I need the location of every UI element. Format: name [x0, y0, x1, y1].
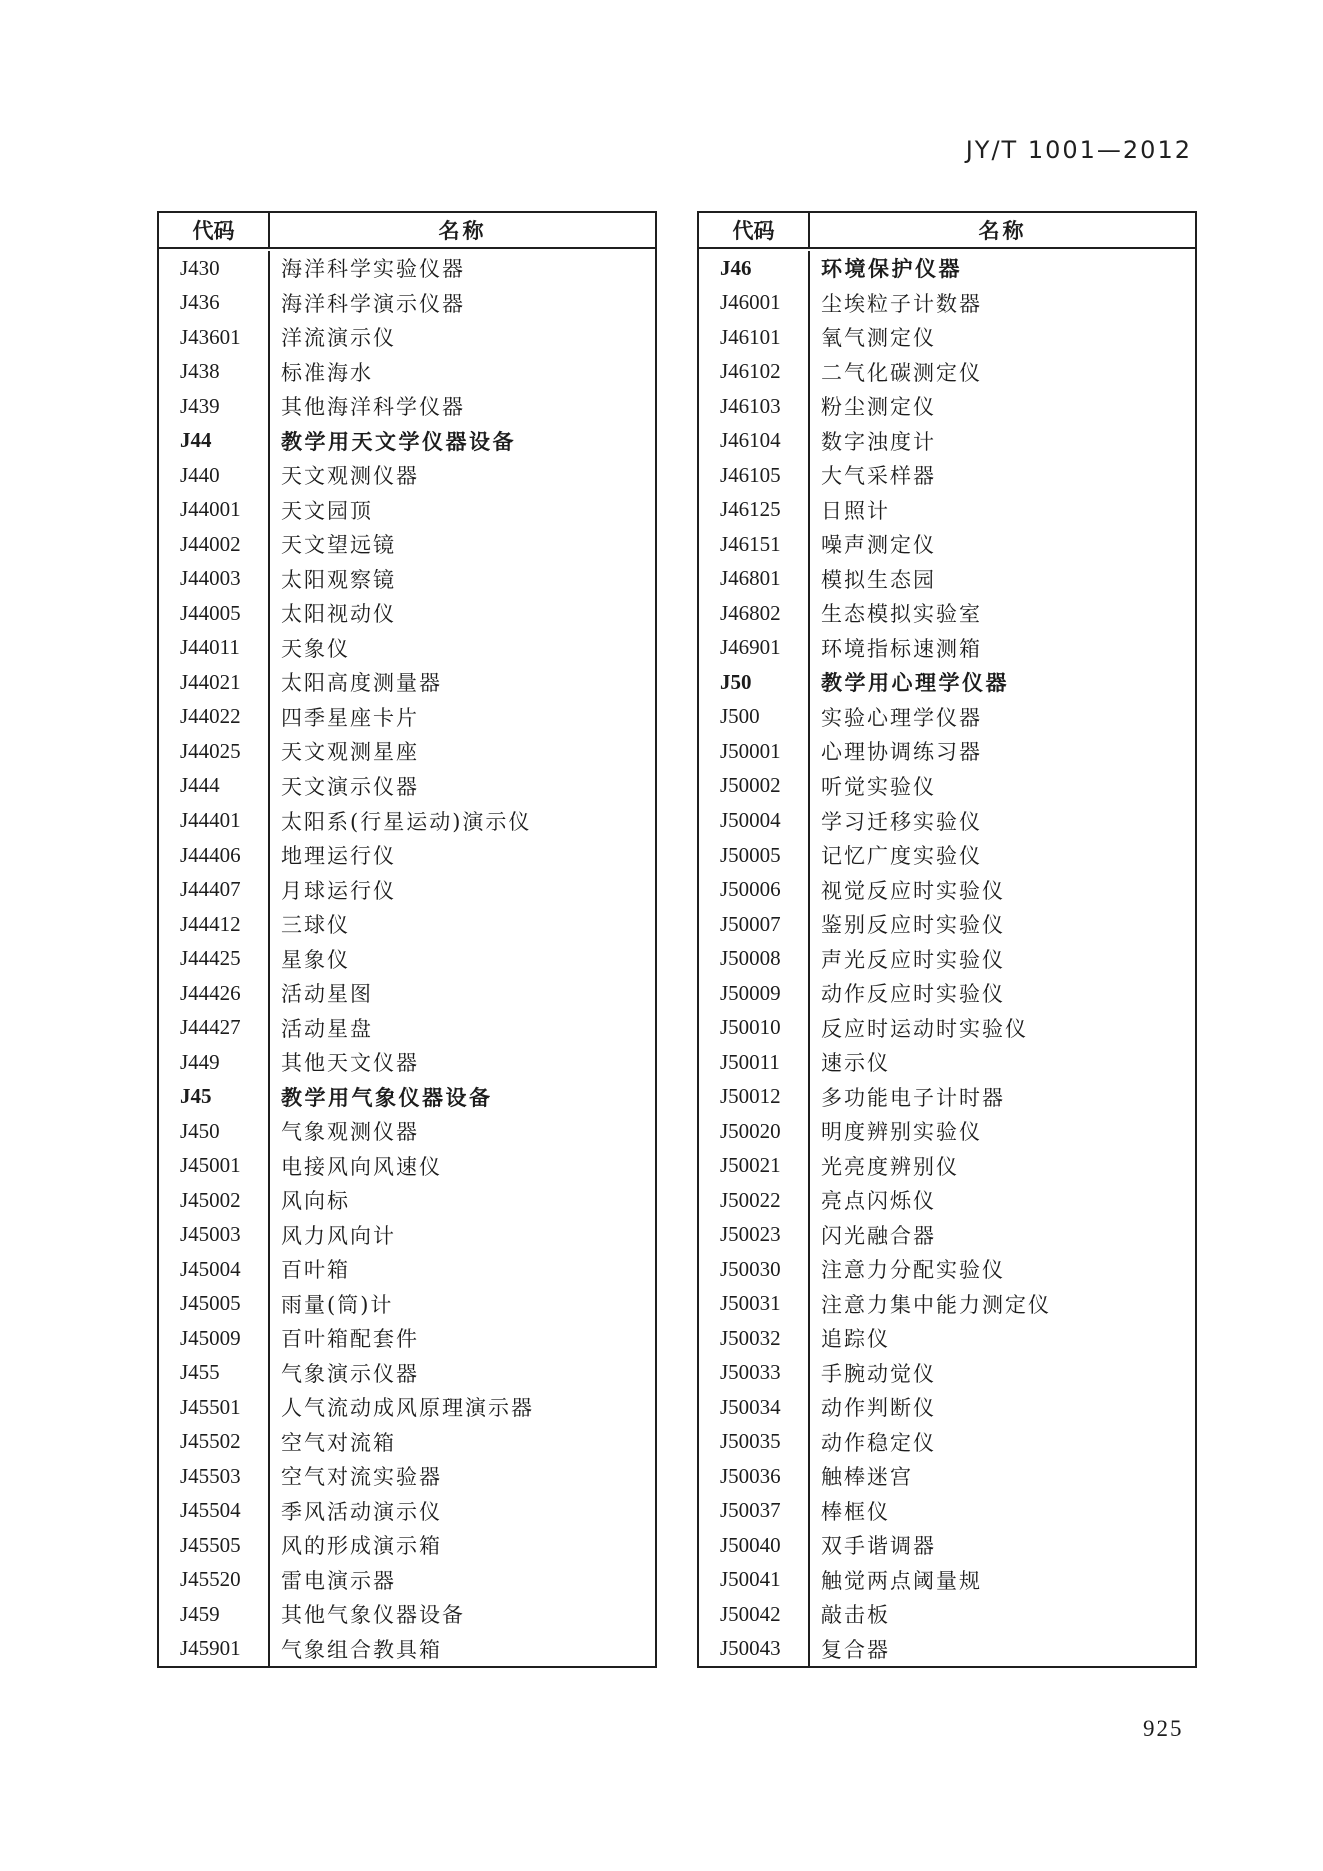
name-cell: 其他气象仪器设备	[281, 1603, 465, 1628]
name-cell: 风的形成演示箱	[281, 1534, 442, 1559]
code-cell: J50037	[699, 1494, 810, 1529]
name-cell: 动作反应时实验仪	[821, 982, 1005, 1007]
code-cell: J50036	[699, 1459, 810, 1494]
name-cell: 触棒迷宫	[821, 1465, 913, 1490]
name-cell: 三球仪	[281, 913, 350, 938]
name-cell: 太阳系(行星运动)演示仪	[281, 809, 532, 834]
name-cell: 复合器	[821, 1637, 890, 1662]
name-cell: 棒框仪	[821, 1499, 890, 1524]
table-row	[159, 769, 655, 804]
name-cell: 环境指标速测箱	[821, 636, 982, 661]
table-row	[159, 424, 655, 459]
table-row	[159, 1148, 655, 1183]
code-cell: J50004	[699, 803, 810, 838]
table-row	[699, 1459, 1195, 1494]
name-cell: 速示仪	[821, 1051, 890, 1076]
table-row	[159, 1356, 655, 1391]
name-cell: 天文演示仪器	[281, 774, 419, 799]
code-cell: J46	[699, 251, 810, 286]
code-cell: J46802	[699, 596, 810, 631]
table-row	[699, 769, 1195, 804]
name-cell: 触觉两点阈量规	[821, 1568, 982, 1593]
column-header-name: 名称	[978, 219, 1027, 243]
name-cell: 噪声测定仪	[821, 533, 936, 558]
name-cell: 风力风向计	[281, 1223, 396, 1248]
code-cell: J50022	[699, 1183, 810, 1218]
name-cell: 生态模拟实验室	[821, 602, 982, 627]
code-cell: J44005	[159, 596, 270, 631]
name-cell: 雷电演示器	[281, 1568, 396, 1593]
code-cell: J46104	[699, 424, 810, 459]
name-cell: 实验心理学仪器	[821, 705, 982, 730]
name-cell: 注意力分配实验仪	[821, 1258, 1005, 1283]
table-body	[699, 249, 1195, 1666]
code-cell: J46901	[699, 631, 810, 666]
code-cell: J50020	[699, 1114, 810, 1149]
table-row	[699, 596, 1195, 631]
name-cell: 太阳高度测量器	[281, 671, 442, 696]
name-cell: 闪光融合器	[821, 1223, 936, 1248]
table-row	[159, 1425, 655, 1460]
table-row	[699, 1563, 1195, 1598]
table-row	[699, 700, 1195, 735]
code-cell: J46151	[699, 527, 810, 562]
table-row	[159, 1321, 655, 1356]
code-cell: J44022	[159, 700, 270, 735]
code-cell: J46125	[699, 493, 810, 528]
code-cell: J50006	[699, 872, 810, 907]
code-cell: J50043	[699, 1632, 810, 1667]
table-row	[159, 562, 655, 597]
name-cell: 天文观测星座	[281, 740, 419, 765]
name-cell: 活动星盘	[281, 1016, 373, 1041]
table-row	[159, 1183, 655, 1218]
code-cell: J450	[159, 1114, 270, 1149]
table-row	[699, 458, 1195, 493]
name-cell: 天文望远镜	[281, 533, 396, 558]
code-cell: J50009	[699, 976, 810, 1011]
table-row	[699, 527, 1195, 562]
code-cell: J50008	[699, 941, 810, 976]
table-row	[159, 1010, 655, 1045]
code-cell: J449	[159, 1045, 270, 1080]
table-row	[159, 1459, 655, 1494]
code-cell: J45003	[159, 1217, 270, 1252]
name-cell: 季风活动演示仪	[281, 1499, 442, 1524]
code-table-left	[157, 211, 657, 1668]
column-header-code: 代码	[699, 213, 810, 247]
code-cell: J44426	[159, 976, 270, 1011]
table-row	[159, 286, 655, 321]
table-row	[699, 838, 1195, 873]
name-cell: 太阳视动仪	[281, 602, 396, 627]
name-cell: 氧气测定仪	[821, 326, 936, 351]
code-cell: J50031	[699, 1286, 810, 1321]
code-cell: J45501	[159, 1390, 270, 1425]
name-cell: 追踪仪	[821, 1327, 890, 1352]
name-cell: 百叶箱	[281, 1258, 350, 1283]
table-row	[699, 734, 1195, 769]
table-row	[699, 803, 1195, 838]
code-cell: J50007	[699, 907, 810, 942]
column-header-name: 名称	[438, 219, 487, 243]
table-header-row	[699, 213, 1195, 249]
name-cell: 声光反应时实验仪	[821, 947, 1005, 972]
code-cell: J50002	[699, 769, 810, 804]
name-cell: 太阳观察镜	[281, 567, 396, 592]
name-cell: 洋流演示仪	[281, 326, 396, 351]
table-row	[699, 562, 1195, 597]
name-cell: 记忆广度实验仪	[821, 844, 982, 869]
table-row	[699, 1010, 1195, 1045]
code-cell: J50040	[699, 1528, 810, 1563]
table-row	[699, 355, 1195, 390]
table-row	[159, 1494, 655, 1529]
name-cell: 模拟生态园	[821, 567, 936, 592]
name-cell: 双手谐调器	[821, 1534, 936, 1559]
code-cell: J45	[159, 1079, 270, 1114]
code-cell: J444	[159, 769, 270, 804]
code-cell: J50030	[699, 1252, 810, 1287]
table-row	[699, 1494, 1195, 1529]
table-row	[159, 1528, 655, 1563]
code-cell: J459	[159, 1597, 270, 1632]
name-cell: 注意力集中能力测定仪	[821, 1292, 1051, 1317]
name-cell: 雨量(筒)计	[281, 1292, 394, 1317]
name-cell: 光亮度辨别仪	[821, 1154, 959, 1179]
code-cell: J50012	[699, 1079, 810, 1114]
code-cell: J439	[159, 389, 270, 424]
name-cell: 听觉实验仪	[821, 774, 936, 799]
code-cell: J44412	[159, 907, 270, 942]
code-cell: J50	[699, 665, 810, 700]
name-cell: 视觉反应时实验仪	[821, 878, 1005, 903]
table-row	[159, 941, 655, 976]
name-cell: 多功能电子计时器	[821, 1085, 1005, 1110]
table-row	[699, 389, 1195, 424]
code-cell: J44001	[159, 493, 270, 528]
table-row	[699, 872, 1195, 907]
table-row	[159, 803, 655, 838]
table-row	[159, 872, 655, 907]
code-cell: J50035	[699, 1425, 810, 1460]
table-row	[699, 1114, 1195, 1149]
name-cell: 尘埃粒子计数器	[821, 291, 982, 316]
table-row	[699, 1217, 1195, 1252]
code-cell: J44407	[159, 872, 270, 907]
table-row	[159, 493, 655, 528]
name-cell: 活动星图	[281, 982, 373, 1007]
table-row	[159, 907, 655, 942]
name-cell: 标准海水	[281, 360, 373, 385]
code-cell: J440	[159, 458, 270, 493]
table-row	[159, 355, 655, 390]
document-standard-number: JY/T 1001—2012	[965, 136, 1192, 164]
name-cell: 百叶箱配套件	[281, 1327, 419, 1352]
name-cell: 日照计	[821, 498, 890, 523]
name-cell: 空气对流箱	[281, 1430, 396, 1455]
table-row	[159, 458, 655, 493]
table-row	[159, 1632, 655, 1667]
code-cell: J44427	[159, 1010, 270, 1045]
table-row	[159, 700, 655, 735]
table-row	[699, 1597, 1195, 1632]
code-cell: J44021	[159, 665, 270, 700]
name-cell: 明度辨别实验仪	[821, 1120, 982, 1145]
name-cell: 空气对流实验器	[281, 1465, 442, 1490]
table-row	[699, 665, 1195, 700]
name-cell: 海洋科学演示仪器	[281, 291, 465, 316]
code-cell: J44406	[159, 838, 270, 873]
code-cell: J43601	[159, 320, 270, 355]
table-row	[699, 1045, 1195, 1080]
table-row	[699, 320, 1195, 355]
code-cell: J45002	[159, 1183, 270, 1218]
code-cell: J46101	[699, 320, 810, 355]
table-row	[159, 665, 655, 700]
code-cell: J50010	[699, 1010, 810, 1045]
name-cell: 气象观测仪器	[281, 1120, 419, 1145]
table-row	[699, 1356, 1195, 1391]
name-cell: 学习迁移实验仪	[821, 809, 982, 834]
code-cell: J438	[159, 355, 270, 390]
name-cell: 敲击板	[821, 1603, 890, 1628]
name-cell: 地理运行仪	[281, 844, 396, 869]
name-cell: 人气流动成风原理演示器	[281, 1396, 534, 1421]
table-row	[699, 1286, 1195, 1321]
table-row	[159, 527, 655, 562]
table-row	[159, 1563, 655, 1598]
table-row	[159, 734, 655, 769]
name-cell: 电接风向风速仪	[281, 1154, 442, 1179]
code-cell: J50021	[699, 1148, 810, 1183]
table-row	[159, 320, 655, 355]
name-cell: 风向标	[281, 1189, 350, 1214]
name-cell: 海洋科学实验仪器	[281, 257, 465, 282]
table-header-row	[159, 213, 655, 249]
name-cell: 其他海洋科学仪器	[281, 395, 465, 420]
code-cell: J46801	[699, 562, 810, 597]
name-cell: 气象组合教具箱	[281, 1637, 442, 1662]
table-row	[159, 1114, 655, 1149]
name-cell: 月球运行仪	[281, 878, 396, 903]
name-cell: 心理协调练习器	[821, 740, 982, 765]
table-row	[699, 976, 1195, 1011]
code-cell: J45502	[159, 1425, 270, 1460]
table-row	[699, 1528, 1195, 1563]
code-cell: J50034	[699, 1390, 810, 1425]
name-cell: 教学用气象仪器设备	[281, 1085, 493, 1110]
code-cell: J44425	[159, 941, 270, 976]
code-cell: J44025	[159, 734, 270, 769]
code-cell: J46103	[699, 389, 810, 424]
table-row	[159, 1079, 655, 1114]
code-cell: J50011	[699, 1045, 810, 1080]
table-row	[699, 493, 1195, 528]
code-cell: J45005	[159, 1286, 270, 1321]
table-row	[159, 596, 655, 631]
code-cell: J45505	[159, 1528, 270, 1563]
table-row	[159, 1252, 655, 1287]
code-cell: J44	[159, 424, 270, 459]
name-cell: 四季星座卡片	[281, 705, 419, 730]
table-row	[699, 1321, 1195, 1356]
table-row	[699, 1079, 1195, 1114]
table-row	[159, 838, 655, 873]
table-row	[699, 1183, 1195, 1218]
code-cell: J45001	[159, 1148, 270, 1183]
code-cell: J50005	[699, 838, 810, 873]
table-row	[159, 1286, 655, 1321]
code-cell: J45901	[159, 1632, 270, 1667]
code-cell: J50033	[699, 1356, 810, 1391]
table-row	[699, 941, 1195, 976]
code-cell: J50042	[699, 1597, 810, 1632]
code-cell: J436	[159, 286, 270, 321]
name-cell: 鉴别反应时实验仪	[821, 913, 1005, 938]
code-cell: J50041	[699, 1563, 810, 1598]
code-cell: J46102	[699, 355, 810, 390]
table-row	[699, 1252, 1195, 1287]
code-cell: J45503	[159, 1459, 270, 1494]
table-row	[699, 424, 1195, 459]
code-cell: J50001	[699, 734, 810, 769]
name-cell: 粉尘测定仪	[821, 395, 936, 420]
table-row	[159, 1597, 655, 1632]
name-cell: 天象仪	[281, 636, 350, 661]
name-cell: 动作判断仪	[821, 1396, 936, 1421]
table-row	[159, 1217, 655, 1252]
name-cell: 天文观测仪器	[281, 464, 419, 489]
table-row	[159, 251, 655, 286]
code-cell: J44011	[159, 631, 270, 666]
name-cell: 手腕动觉仪	[821, 1361, 936, 1386]
name-cell: 二气化碳测定仪	[821, 360, 982, 385]
code-cell: J50023	[699, 1217, 810, 1252]
code-cell: J430	[159, 251, 270, 286]
table-row	[159, 1045, 655, 1080]
code-cell: J500	[699, 700, 810, 735]
name-cell: 其他天文仪器	[281, 1051, 419, 1076]
name-cell: 反应时运动时实验仪	[821, 1016, 1028, 1041]
page-number: 925	[1143, 1716, 1184, 1741]
name-cell: 教学用心理学仪器	[821, 671, 1009, 696]
code-cell: J46105	[699, 458, 810, 493]
code-cell: J44401	[159, 803, 270, 838]
name-cell: 动作稳定仪	[821, 1430, 936, 1455]
table-row	[699, 907, 1195, 942]
name-cell: 大气采样器	[821, 464, 936, 489]
code-cell: J44002	[159, 527, 270, 562]
table-body	[159, 249, 655, 1666]
code-cell: J455	[159, 1356, 270, 1391]
code-cell: J45004	[159, 1252, 270, 1287]
name-cell: 数字浊度计	[821, 429, 936, 454]
table-row	[699, 1148, 1195, 1183]
name-cell: 亮点闪烁仪	[821, 1189, 936, 1214]
name-cell: 环境保护仪器	[821, 257, 962, 282]
table-row	[699, 286, 1195, 321]
table-row	[159, 1390, 655, 1425]
name-cell: 教学用天文学仪器设备	[281, 429, 516, 454]
table-row	[159, 631, 655, 666]
code-cell: J45520	[159, 1563, 270, 1598]
table-row	[699, 251, 1195, 286]
code-table-right	[697, 211, 1197, 1668]
code-cell: J44003	[159, 562, 270, 597]
table-row	[699, 1390, 1195, 1425]
code-cell: J50032	[699, 1321, 810, 1356]
name-cell: 天文园顶	[281, 498, 373, 523]
code-cell: J46001	[699, 286, 810, 321]
name-cell: 气象演示仪器	[281, 1361, 419, 1386]
code-cell: J45009	[159, 1321, 270, 1356]
column-header-code: 代码	[159, 213, 270, 247]
code-cell: J45504	[159, 1494, 270, 1529]
table-row	[699, 631, 1195, 666]
table-row	[699, 1632, 1195, 1667]
table-row	[159, 389, 655, 424]
name-cell: 星象仪	[281, 947, 350, 972]
table-row	[159, 976, 655, 1011]
table-row	[699, 1425, 1195, 1460]
